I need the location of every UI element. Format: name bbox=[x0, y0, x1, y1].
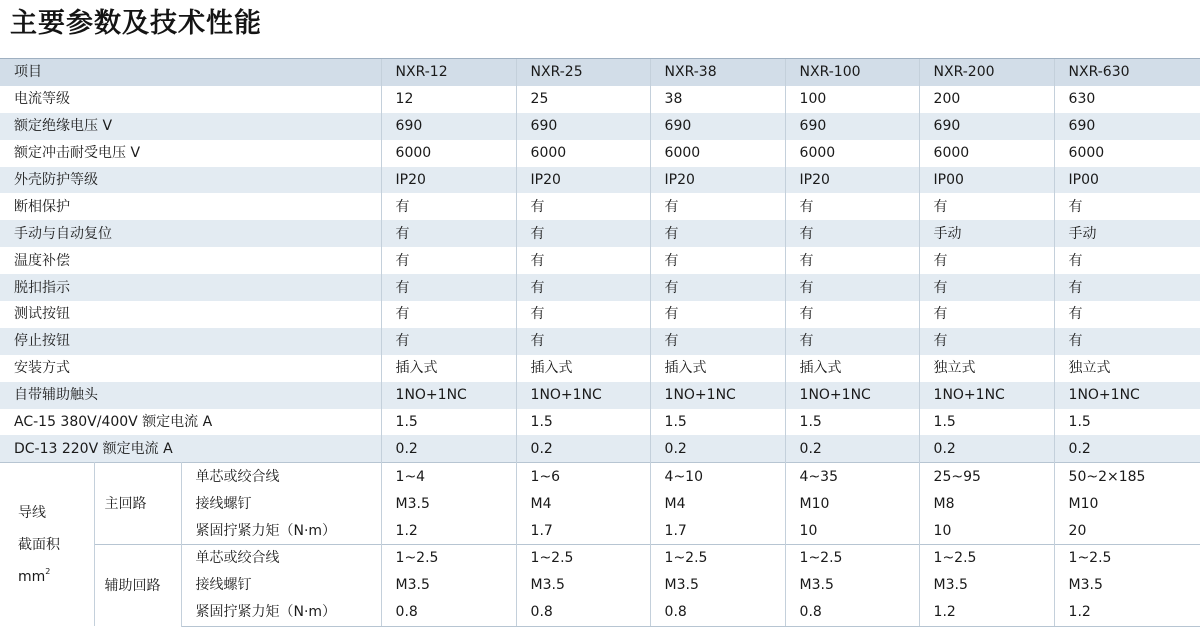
value-cell: 有 bbox=[1054, 274, 1200, 301]
value-cell: 6000 bbox=[1054, 140, 1200, 167]
value-cell: 1NO+1NC bbox=[381, 382, 516, 409]
value-cell: 4~35 bbox=[785, 463, 919, 490]
parameter-rows bbox=[0, 86, 1200, 463]
value-cell: 6000 bbox=[785, 140, 919, 167]
table-row bbox=[0, 328, 1200, 355]
value-cell: 1.5 bbox=[381, 409, 516, 436]
table-header-row bbox=[0, 59, 1200, 86]
value-cell: 1.5 bbox=[785, 409, 919, 436]
table-row bbox=[0, 167, 1200, 194]
header-cell: NXR-100 bbox=[785, 59, 919, 86]
value-cell: 插入式 bbox=[785, 355, 919, 382]
value-cell: 有 bbox=[650, 328, 785, 355]
wire-row-label: 紧固拧紧力矩（N·m） bbox=[181, 599, 381, 626]
value-cell: 有 bbox=[516, 247, 650, 274]
row-label: 安装方式 bbox=[14, 360, 70, 377]
value-cell: 1~6 bbox=[516, 463, 650, 490]
value-cell: IP20 bbox=[785, 167, 919, 194]
value-cell: IP20 bbox=[516, 167, 650, 194]
value-cell: 有 bbox=[785, 193, 919, 220]
value-cell: 独立式 bbox=[919, 355, 1054, 382]
value-cell: 有 bbox=[785, 247, 919, 274]
table-row bbox=[0, 301, 1200, 328]
value-cell: M4 bbox=[516, 490, 650, 517]
value-cell: 1.2 bbox=[1054, 599, 1200, 626]
value-cell: 0.2 bbox=[381, 435, 516, 462]
header-cell: NXR-25 bbox=[516, 59, 650, 86]
row-label: 断相保护 bbox=[14, 198, 70, 215]
value-cell: 6000 bbox=[650, 140, 785, 167]
value-cell: M3.5 bbox=[919, 572, 1054, 599]
value-cell: 插入式 bbox=[516, 355, 650, 382]
value-cell: 6000 bbox=[516, 140, 650, 167]
row-label: 额定冲击耐受电压 V bbox=[14, 145, 141, 162]
value-cell: 38 bbox=[650, 86, 785, 113]
value-cell: IP00 bbox=[1054, 167, 1200, 194]
page-title: 主要参数及技术性能 bbox=[10, 8, 262, 39]
value-cell: M10 bbox=[785, 490, 919, 517]
header-cell: NXR-38 bbox=[650, 59, 785, 86]
wire-label-cell bbox=[0, 463, 94, 626]
value-cell: 0.2 bbox=[650, 435, 785, 462]
row-label: 额定绝缘电压 V bbox=[0, 113, 381, 140]
value-cell: 1.5 bbox=[650, 409, 785, 436]
value-cell: 1.2 bbox=[919, 599, 1054, 626]
value-cell: 有 bbox=[650, 220, 785, 247]
value-cell: 手动 bbox=[1054, 220, 1200, 247]
value-cell: 1NO+1NC bbox=[650, 382, 785, 409]
value-cell: M8 bbox=[919, 490, 1054, 517]
value-cell: 插入式 bbox=[381, 355, 516, 382]
header-cell: NXR-12 bbox=[381, 59, 516, 86]
value-cell: 6000 bbox=[381, 140, 516, 167]
table-row bbox=[0, 435, 1200, 462]
value-cell: 0.8 bbox=[516, 599, 650, 626]
value-cell: M4 bbox=[650, 490, 785, 517]
value-cell: 1~2.5 bbox=[381, 545, 516, 572]
wire-row-label: 单芯或绞合线 bbox=[181, 545, 381, 572]
wire-unit: $mm^2$ bbox=[18, 566, 51, 585]
value-cell: 12 bbox=[381, 86, 516, 113]
value-cell: 有 bbox=[381, 274, 516, 301]
value-cell: 690 bbox=[1054, 113, 1200, 140]
value-cell: 1.5 bbox=[1054, 409, 1200, 436]
wire-label-line1: 导线 bbox=[18, 504, 46, 521]
value-cell: 有 bbox=[516, 220, 650, 247]
value-cell: 有 bbox=[1054, 193, 1200, 220]
value-cell: 有 bbox=[919, 328, 1054, 355]
value-cell: IP00 bbox=[919, 167, 1054, 194]
row-label: 脱扣指示 bbox=[0, 274, 381, 301]
value-cell: 0.2 bbox=[516, 435, 650, 462]
row-label: 手动与自动复位 bbox=[0, 220, 381, 247]
wire-row-label: 单芯或绞合线 bbox=[181, 463, 381, 490]
header-cell: 项目 bbox=[0, 59, 381, 86]
value-cell: 有 bbox=[516, 301, 650, 328]
group-main-circuit: 主回路 bbox=[94, 463, 181, 545]
row-label: 温度补偿 bbox=[14, 252, 70, 269]
value-cell: 有 bbox=[381, 247, 516, 274]
value-cell: M3.5 bbox=[381, 490, 516, 517]
value-cell: 有 bbox=[919, 247, 1054, 274]
value-cell: M3.5 bbox=[381, 572, 516, 599]
wire-label-line2: 截面积 bbox=[18, 536, 60, 553]
value-cell: 690 bbox=[650, 113, 785, 140]
value-cell: 690 bbox=[516, 113, 650, 140]
value-cell: 1~2.5 bbox=[650, 545, 785, 572]
value-cell: 有 bbox=[1054, 301, 1200, 328]
value-cell: 有 bbox=[785, 328, 919, 355]
header-cell: NXR-200 bbox=[919, 59, 1054, 86]
table-row bbox=[0, 545, 1200, 572]
value-cell: 有 bbox=[381, 220, 516, 247]
value-cell: 1.5 bbox=[919, 409, 1054, 436]
value-cell: 1~2.5 bbox=[785, 545, 919, 572]
value-cell: 10 bbox=[785, 517, 919, 544]
value-cell: 1NO+1NC bbox=[1054, 382, 1200, 409]
value-cell: 独立式 bbox=[1054, 355, 1200, 382]
value-cell: 20 bbox=[1054, 517, 1200, 544]
row-label: 测试按钮 bbox=[14, 306, 70, 323]
value-cell: 0.2 bbox=[1054, 435, 1200, 462]
value-cell: M10 bbox=[1054, 490, 1200, 517]
value-cell: 有 bbox=[650, 247, 785, 274]
table-row bbox=[0, 193, 1200, 220]
value-cell: 10 bbox=[919, 517, 1054, 544]
group-aux-circuit: 辅助回路 bbox=[94, 545, 181, 627]
value-cell: 690 bbox=[785, 113, 919, 140]
row-label: AC-15 380V/400V 额定电流 A bbox=[14, 414, 213, 431]
value-cell: IP20 bbox=[381, 167, 516, 194]
value-cell: 1NO+1NC bbox=[785, 382, 919, 409]
value-cell: 1NO+1NC bbox=[919, 382, 1054, 409]
row-label: 外壳防护等级 bbox=[0, 167, 381, 194]
table-row bbox=[0, 355, 1200, 382]
value-cell: 1~2.5 bbox=[1054, 545, 1200, 572]
value-cell: 690 bbox=[381, 113, 516, 140]
value-cell: 有 bbox=[919, 301, 1054, 328]
value-cell: 50~2×185 bbox=[1054, 463, 1200, 490]
value-cell: 100 bbox=[785, 86, 919, 113]
row-label: 电流等级 bbox=[14, 91, 70, 108]
value-cell: 有 bbox=[516, 193, 650, 220]
value-cell: 0.8 bbox=[381, 599, 516, 626]
wire-row-label: 紧固拧紧力矩（N·m） bbox=[195, 522, 337, 539]
value-cell: 1NO+1NC bbox=[516, 382, 650, 409]
value-cell: 1.2 bbox=[381, 517, 516, 544]
value-cell: M3.5 bbox=[785, 572, 919, 599]
value-cell: IP20 bbox=[650, 167, 785, 194]
value-cell: 有 bbox=[785, 301, 919, 328]
value-cell: 有 bbox=[516, 274, 650, 301]
table-row bbox=[0, 274, 1200, 301]
value-cell: 1.7 bbox=[650, 517, 785, 544]
value-cell: 0.2 bbox=[919, 435, 1054, 462]
value-cell: 有 bbox=[1054, 247, 1200, 274]
header-cell: NXR-630 bbox=[1054, 59, 1200, 86]
value-cell: 插入式 bbox=[650, 355, 785, 382]
table-row bbox=[0, 113, 1200, 140]
value-cell: 有 bbox=[919, 193, 1054, 220]
value-cell: 0.8 bbox=[785, 599, 919, 626]
value-cell: M3.5 bbox=[650, 572, 785, 599]
table-row bbox=[0, 220, 1200, 247]
wire-row-label: 接线螺钉 bbox=[195, 577, 252, 594]
value-cell: 630 bbox=[1054, 86, 1200, 113]
wire-row-label: 接线螺钉 bbox=[195, 495, 252, 512]
value-cell: M3.5 bbox=[516, 572, 650, 599]
value-cell: 1.5 bbox=[516, 409, 650, 436]
value-cell: 有 bbox=[919, 274, 1054, 301]
value-cell: 25 bbox=[516, 86, 650, 113]
value-cell: 1~2.5 bbox=[516, 545, 650, 572]
row-label: DC-13 220V 额定电流 A bbox=[0, 435, 381, 462]
table-row bbox=[0, 409, 1200, 436]
value-cell: 有 bbox=[650, 274, 785, 301]
value-cell: 有 bbox=[785, 220, 919, 247]
value-cell: 0.2 bbox=[785, 435, 919, 462]
value-cell: 200 bbox=[919, 86, 1054, 113]
spec-table bbox=[0, 58, 1200, 627]
value-cell: 6000 bbox=[919, 140, 1054, 167]
value-cell: 0.8 bbox=[650, 599, 785, 626]
value-cell: 1.7 bbox=[516, 517, 650, 544]
value-cell: 1~4 bbox=[381, 463, 516, 490]
value-cell: 25~95 bbox=[919, 463, 1054, 490]
table-row bbox=[0, 86, 1200, 113]
value-cell: 4~10 bbox=[650, 463, 785, 490]
value-cell: 有 bbox=[1054, 328, 1200, 355]
table-row bbox=[0, 247, 1200, 274]
value-cell: 有 bbox=[516, 328, 650, 355]
value-cell: 1~2.5 bbox=[919, 545, 1054, 572]
value-cell: 有 bbox=[650, 193, 785, 220]
table-row bbox=[0, 463, 1200, 490]
value-cell: 手动 bbox=[919, 220, 1054, 247]
table-row bbox=[0, 382, 1200, 409]
value-cell: 有 bbox=[381, 328, 516, 355]
value-cell: M3.5 bbox=[1054, 572, 1200, 599]
value-cell: 690 bbox=[919, 113, 1054, 140]
row-label: 自带辅助触头 bbox=[0, 382, 381, 409]
value-cell: 有 bbox=[650, 301, 785, 328]
row-label: 停止按钮 bbox=[0, 328, 381, 355]
value-cell: 有 bbox=[381, 193, 516, 220]
value-cell: 有 bbox=[381, 301, 516, 328]
wire-section bbox=[0, 463, 1200, 626]
table-row bbox=[0, 140, 1200, 167]
value-cell: 有 bbox=[785, 274, 919, 301]
